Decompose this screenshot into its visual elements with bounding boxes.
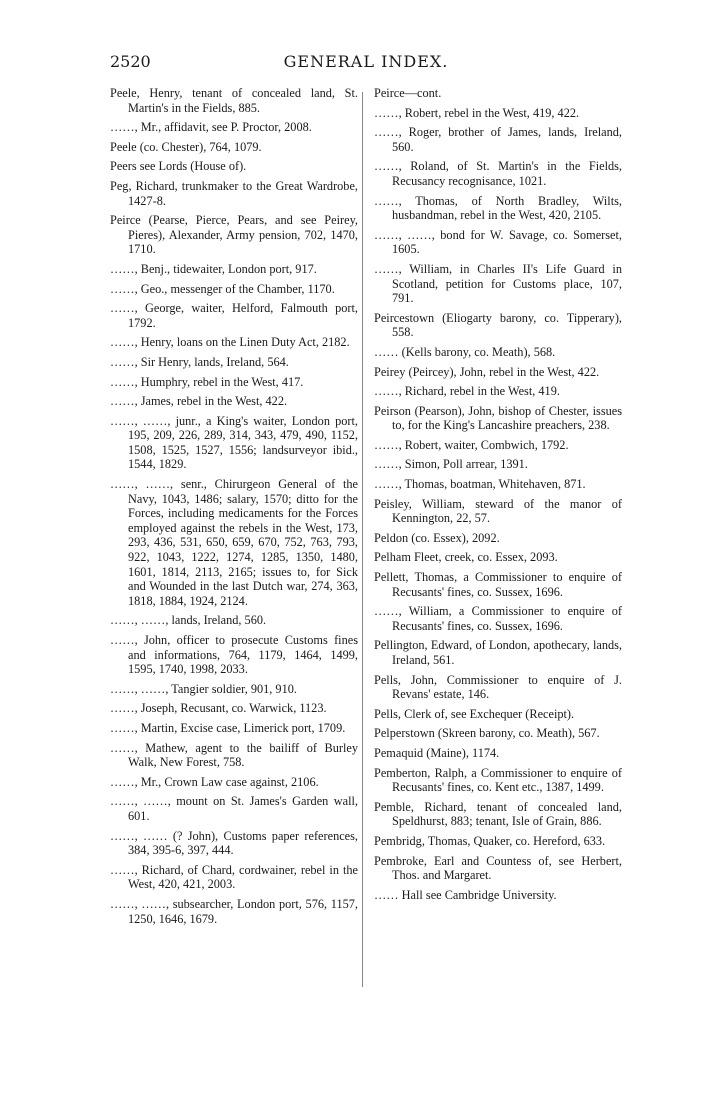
index-entry: Peg, Richard, trunkmaker to the Great Wardrobe, 1427-8. xyxy=(110,178,358,208)
index-entry: ……, Thomas, boatman, Whitehaven, 871. xyxy=(374,477,586,492)
index-entry: ……, Simon, Poll arrear, 1391. xyxy=(374,457,528,472)
running-title: GENERAL INDEX. xyxy=(283,52,449,71)
index-entry: ……, ……, senr., Chirurgeon General of the Navy, 1043, 1486; salary, 1570; ditto for the Forces, including medicaments for the Forces employed against the rebels in the West, 173, 293, 436, 531, 650, 659, 670, 752, 763, 793, 922, 1043, 1222, 1274, 1285, 1350, 1480, 1601, 1814, 2113, 2165; issues to, for Sick and Wounded in the last Dutch war, 274, 363, 1818, 1884, 1924, 2124. xyxy=(110,477,358,608)
index-entry: ……, James, rebel in the West, 422. xyxy=(110,394,288,409)
index-column-right xyxy=(374,86,622,907)
index-entry: ……, William, a Commissioner to enquire of Recusants' fines, co. Sussex, 1696. xyxy=(374,604,622,633)
index-entry: ……, ……, Tangier soldier, 901, 910. xyxy=(110,681,297,696)
index-entry: ……, Sir Henry, lands, Ireland, 564. xyxy=(110,354,289,369)
index-entry: ……, …… (? John), Customs paper references, 384, 395-6, 397, 444. xyxy=(110,828,358,858)
index-entry: ……, Humphry, rebel in the West, 417. xyxy=(110,374,304,389)
index-entry: Peele, Henry, tenant of concealed land, St. Martin's in the Fields, 885. xyxy=(110,86,358,115)
index-entry: Pellington, Edward, of London, apothecary, lands, Ireland, 561. xyxy=(374,638,622,667)
index-entry: Pelperstown (Skreen barony, co. Meath), 567. xyxy=(374,726,600,741)
index-column-left xyxy=(110,86,358,931)
index-entry: ……, Richard, of Chard, cordwainer, rebel in the West, 420, 421, 2003. xyxy=(110,862,358,892)
index-entry: Pembroke, Earl and Countess of, see Herbert, Thos. and Margaret. xyxy=(374,853,622,883)
index-entry: ……, ……, bond for W. Savage, co. Somerset, 1605. xyxy=(374,227,622,257)
index-entry: Peircestown (Eliogarty barony, co. Tipperary), 558. xyxy=(374,310,622,340)
index-entry: Peers see Lords (House of). xyxy=(110,159,247,174)
index-entry: ……, Martin, Excise case, Limerick port, 1709. xyxy=(110,720,346,735)
index-entry: Pemble, Richard, tenant of concealed land, Speldhurst, 883; tenant, Isle of Grain, 886. xyxy=(374,799,622,829)
index-entry: ……, William, in Charles II's Life Guard in Scotland, petition for Customs place, 107, 791. xyxy=(374,261,622,306)
index-entry: ……, Joseph, Recusant, co. Warwick, 1123. xyxy=(110,701,327,716)
index-entry: ……, ……, lands, Ireland, 560. xyxy=(110,613,267,628)
index-entry: ……, Robert, rebel in the West, 419, 422. xyxy=(374,105,580,120)
index-entry: Pembridg, Thomas, Quaker, co. Hereford, 633. xyxy=(374,833,606,848)
index-entry: ……, Henry, loans on the Linen Duty Act, 2182. xyxy=(110,335,350,350)
index-entry: ……, Mr., affidavit, see P. Proctor, 2008. xyxy=(110,120,312,135)
index-entry: …… (Kells barony, co. Meath), 568. xyxy=(374,344,556,359)
index-entry: ……, Thomas, of North Bradley, Wilts, husbandman, rebel in the West, 420, 2105. xyxy=(374,193,622,223)
index-entry: Pelham Fleet, creek, co. Essex, 2093. xyxy=(374,550,558,565)
index-entry: ……, ……, junr., a King's waiter, London port, 195, 209, 226, 289, 314, 343, 479, 490, 1152, 1508, 1525, 1527, 1556; landsurveyor ibid., 1544, 1829. xyxy=(110,413,358,472)
index-entry: ……, ……, subsearcher, London port, 576, 1157, 1250, 1646, 1679. xyxy=(110,896,358,926)
index-entry: ……, John, officer to prosecute Customs fines and informations, 764, 1179, 1464, 1499, 1595, 1740, 1998, 2033. xyxy=(110,633,358,677)
index-entry: Peirson (Pearson), John, bishop of Chester, issues to, for the King's Lancashire preachers, 238. xyxy=(374,403,622,433)
index-entry: ……, Roger, brother of James, lands, Ireland, 560. xyxy=(374,125,622,154)
index-entry: Pemaquid (Maine), 1174. xyxy=(374,745,500,760)
index-entry: ……, Benj., tidewaiter, London port, 917. xyxy=(110,261,317,276)
index-entry: ……, Mathew, agent to the bailiff of Burley Walk, New Forest, 758. xyxy=(110,740,358,770)
page-header xyxy=(110,52,622,76)
index-entry: Pellett, Thomas, a Commissioner to enquire of Recusants' fines, co. Sussex, 1696. xyxy=(374,570,622,599)
index-entry: ……, Mr., Crown Law case against, 2106. xyxy=(110,774,319,789)
index-entry: Peisley, William, steward of the manor of Kennington, 22, 57. xyxy=(374,496,622,526)
index-entry: Peele (co. Chester), 764, 1079. xyxy=(110,139,262,154)
index-entry: …… Hall see Cambridge University. xyxy=(374,887,557,902)
index-entry: Pells, John, Commissioner to enquire of J. Revans' estate, 146. xyxy=(374,672,622,702)
index-entry: ……, Robert, waiter, Combwich, 1792. xyxy=(374,437,569,452)
index-entry: Peldon (co. Essex), 2092. xyxy=(374,530,500,545)
index-entry: ……, Roland, of St. Martin's in the Fields, Recusancy recognisance, 1021. xyxy=(374,159,622,188)
page-number: 2520 xyxy=(110,52,151,71)
index-entry: Pemberton, Ralph, a Commissioner to enquire of Recusants' fines, co. Kent etc., 1387, 1499. xyxy=(374,765,622,795)
index-entry: ……, ……, mount on St. James's Garden wall, 601. xyxy=(110,794,358,823)
index-entry: Peirce—cont. xyxy=(374,86,442,100)
index-entry: Peirce (Pearse, Pierce, Pears, and see Peirey, Pieres), Alexander, Army pension, 702, 1470, 1710. xyxy=(110,213,358,257)
index-entry: ……, Geo., messenger of the Chamber, 1170. xyxy=(110,281,335,296)
index-entry: ……, Richard, rebel in the West, 419. xyxy=(374,384,560,399)
column-divider xyxy=(362,92,363,987)
index-entry: Peirey (Peircey), John, rebel in the West, 422. xyxy=(374,364,600,379)
index-entry: Pells, Clerk of, see Exchequer (Receipt). xyxy=(374,706,575,721)
index-entry: ……, George, waiter, Helford, Falmouth port, 1792. xyxy=(110,301,358,330)
